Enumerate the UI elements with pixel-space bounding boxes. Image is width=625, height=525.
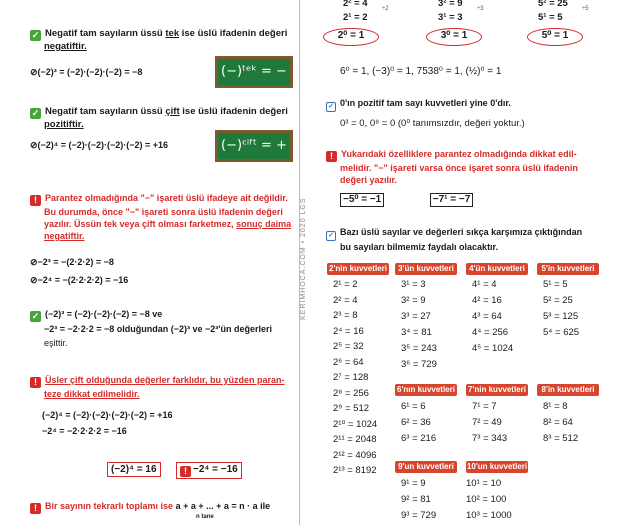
check-icon: ✓: [31, 108, 40, 118]
table-rows: 3¹ = 3 3² = 9 3³ = 27 3⁴ = 81 3⁵ = 243 3⁶ = 729: [401, 279, 437, 370]
pattern-two: 2² = 4 2¹ = 2: [343, 0, 368, 23]
zero-examples: 0³ = 0, 0⁸ = 0 (0⁰ tanımsızdır, değeri yoktur.): [340, 118, 525, 129]
rule-odd-exponent: ✓ Negatif tam sayıların üssü tek ise üslü ifadenin değeri negatiftir.: [31, 28, 288, 52]
boxed-example-b: −7¹ = −7: [430, 193, 474, 207]
even-examples: (−2)⁴ = (−2)·(−2)·(−2)·(−2) = +16 −2⁴ = −2·2·2·2 = −16: [42, 410, 173, 436]
chalkboard-even: (−)ᶜⁱᶠᵗ = +: [215, 130, 293, 162]
exclamation-icon: !: [326, 151, 337, 162]
table-rows: 6¹ = 6 6² = 36 6³ = 216: [401, 401, 437, 444]
exclamation-icon: !: [180, 466, 191, 477]
table-rows: 7¹ = 7 7² = 49 7³ = 343: [472, 401, 508, 444]
table-rows: 2¹ = 2 2² = 4 2³ = 8 2⁴ = 16 2⁵ = 32 2⁶ = 64 2⁷ = 128 2⁸ = 256 2⁹ = 512 2¹⁰ = 1024 2¹¹ = 2048 2¹² = 4096 2¹³ = 8192: [333, 279, 378, 476]
table-title: 8'in kuvvetleri: [537, 384, 599, 396]
keyword-odd: tek: [165, 28, 180, 39]
circled-result-five: 5⁰ = 1: [527, 28, 583, 46]
circled-result-three: 3⁰ = 1: [426, 28, 482, 46]
n-times-label: n tane: [196, 514, 214, 520]
keyword-even: çift: [165, 106, 180, 117]
minus-circle-icon: ⊘: [30, 67, 38, 77]
result-box-b: ! −2⁴ = −16: [176, 462, 242, 479]
note-zero: ✓ 0'ın pozitif tam sayı kuvvetleri yine 0'dır.: [326, 97, 511, 112]
check-icon: ✓: [31, 30, 40, 40]
table-title: 10'un kuvvetleri: [466, 462, 528, 471]
table-rows: 9¹ = 9 9² = 81 9³ = 729: [401, 478, 437, 521]
table-rows: 10¹ = 10 10² = 100 10³ = 1000: [466, 478, 512, 521]
repeated-sum-note: ! Bir sayının tekrarlı toplamı ise a + a + ... + a = n · a ile: [30, 500, 270, 514]
warning-examples: ⊘−2³ = −(2·2·2) = −8 ⊘−2⁴ = −(2·2·2·2) = −16: [30, 257, 129, 285]
pattern-three: 3² = 9 3¹ = 3: [438, 0, 463, 23]
boxed-example-a: −5⁰ = −1: [340, 193, 384, 207]
note-common-powers: ✓ Bazı üslü sayılar ve değerleri sıkça karşımıza çıktığından bu sayıları bilmemiz faydalı olacaktır.: [326, 226, 616, 253]
checkbox-icon: ✓: [326, 102, 336, 112]
table-title: 9'un kuvvetleri: [395, 461, 457, 473]
rule-even-exponent: ✓ Negatif tam sayıların üssü çift ise üslü ifadenin değeri pozitiftir.: [31, 106, 288, 130]
even-example: ⊘(−2)⁴ = (−2)·(−2)·(−2)·(−2) = +16: [30, 140, 169, 150]
watermark: KERIMHOCA.COM • 2020 LGS: [300, 197, 307, 320]
minus-circle-icon: ⊘: [30, 275, 38, 285]
table-title: 2'nin kuvvetleri: [327, 263, 389, 275]
table-title: 4'ün kuvvetleri: [466, 263, 528, 275]
pattern-five: 5² = 25 5¹ = 5: [538, 0, 568, 23]
chalkboard-odd: (−)ᵗᵉᵏ = −: [215, 56, 293, 88]
comparison-block: ✓ (−2)³ = (−2)·(−2)·(−2) = −8 ve −2³ = −2·2·2 = −8 olduğundan (−2)³ ve −2³'ün değerleri eşittir.: [31, 309, 272, 348]
circled-result-two: 2⁰ = 1: [323, 28, 379, 46]
sign-examples: [340, 193, 473, 207]
note-sign: ! Yukarıdaki özelliklere parantez olmadığında dikkat edil- melidir. "−" işareti varsa önce işaret sonra üslü ifadenin değeri yazılır.: [326, 148, 616, 186]
odd-example: ⊘(−2)³ = (−2)·(−2)·(−2) = −8: [30, 67, 143, 77]
table-rows: 5¹ = 5 5² = 25 5³ = 125 5⁴ = 625: [543, 279, 580, 338]
div-mark: ÷5: [582, 6, 589, 12]
result-box-a: (−2)⁴ = 16: [107, 462, 161, 477]
table-title: 6'nın kuvvetleri: [395, 384, 457, 396]
exclamation-icon: !: [30, 195, 41, 206]
table-title: 7'nin kuvvetleri: [466, 384, 528, 396]
div-mark: ÷3: [477, 6, 484, 12]
exclamation-icon: !: [30, 377, 41, 388]
table-title: 3'ün kuvvetleri: [395, 263, 457, 275]
check-icon: ✓: [31, 311, 40, 321]
zero-power-examples: 6⁰ = 1, (−3)⁰ = 1, 7538⁰ = 1, (½)⁰ = 1: [340, 66, 502, 77]
checkbox-icon: ✓: [326, 231, 336, 241]
warning-even: ! Üsler çift olduğunda değerler farklıdır, bu yüzden paran- teze dikkat edilmelidir.: [30, 374, 295, 400]
exclamation-icon: !: [30, 503, 41, 514]
div-mark: ÷2: [382, 6, 389, 12]
table-title: 5'in kuvvetleri: [537, 263, 599, 275]
minus-circle-icon: ⊘: [30, 257, 38, 267]
minus-circle-icon: ⊘: [30, 140, 38, 150]
table-rows: 4¹ = 4 4² = 16 4³ = 64 4⁴ = 256 4⁵ = 1024: [472, 279, 514, 354]
table-rows: 8¹ = 8 8² = 64 8³ = 512: [543, 401, 579, 444]
warning-parenthesis: ! Parantez olmadığında "−" işareti üslü ifadeye ait değildir. Bu durumda, önce "−" işareti sonra üslü ifadenin değeri yazılır. Üssün tek veya çift olması farketmez, sonuç daima negatiftir.: [30, 192, 295, 242]
